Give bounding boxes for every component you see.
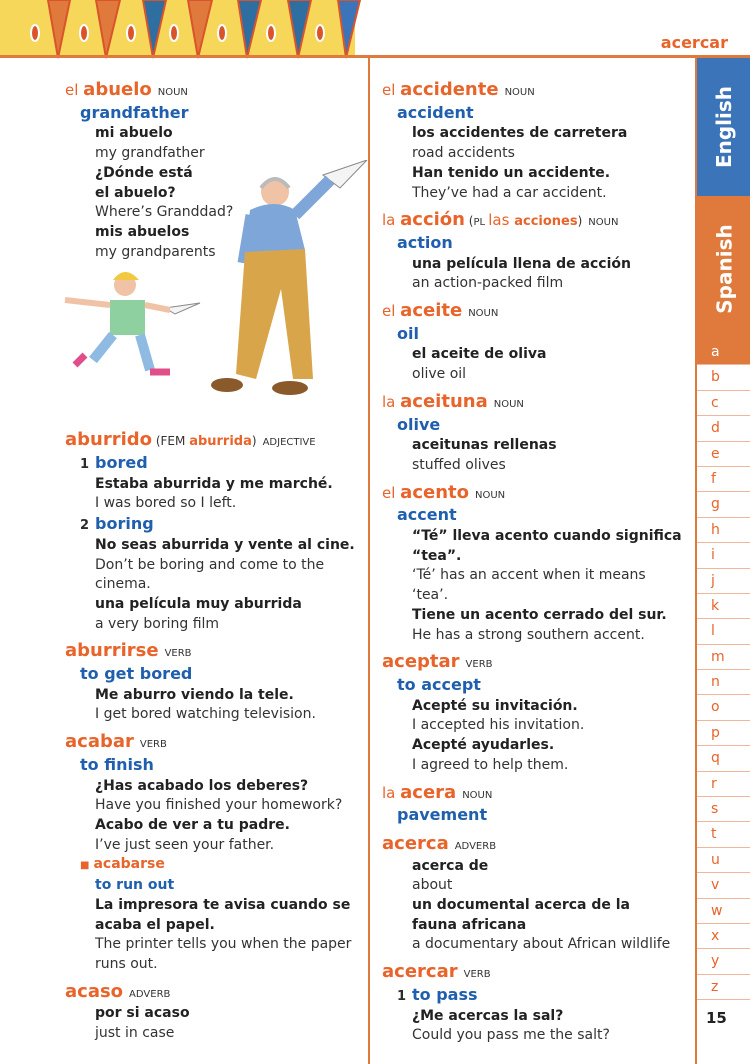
translation: to pass [412, 984, 478, 1004]
example-translation: Could you pass me the salt? [412, 1027, 610, 1044]
entry-line [65, 855, 365, 876]
example: La impresora te avisa cuando se [95, 896, 351, 913]
sub-headword: acabarse [93, 856, 165, 873]
example-translation: Have you finished your homework? [95, 797, 343, 814]
entry-line [382, 1026, 692, 1046]
entry-line [382, 606, 692, 626]
article: la [382, 211, 401, 230]
example: un documental acerca de la [412, 897, 630, 914]
entry-line [382, 896, 692, 916]
tab-spanish[interactable] [697, 196, 750, 341]
entry-line [65, 1004, 365, 1024]
entry-line [382, 80, 692, 103]
letter-tab-j[interactable]: j [697, 569, 750, 594]
entry-line [65, 664, 365, 686]
letter-tab-f[interactable]: f [697, 467, 750, 492]
letter-tab-h[interactable]: h [697, 518, 750, 543]
dictionary-entry [65, 430, 365, 634]
article: el [65, 81, 84, 99]
headword: aceite [400, 300, 463, 322]
headword: aceituna [400, 390, 488, 412]
part-of-speech: NOUN [474, 489, 506, 501]
example: ¿Me acercas la sal? [412, 1007, 564, 1024]
translation: action [397, 232, 453, 252]
example-translation: I agreed to help them. [412, 756, 569, 773]
tab-english[interactable] [697, 58, 750, 196]
sense-number: 2 [80, 518, 90, 534]
entry-line [382, 365, 692, 385]
part-of-speech: NOUN [504, 87, 535, 98]
left-column [65, 80, 365, 1051]
letter-tab-p[interactable]: p [697, 721, 750, 746]
dictionary-entry [382, 392, 692, 476]
part-of-speech: VERB [465, 659, 493, 671]
headword: aburrirse [65, 640, 159, 662]
letter-tab-s[interactable]: s [697, 797, 750, 822]
entry-line [65, 164, 365, 184]
dictionary-entry [65, 641, 365, 725]
example: ¿Has acabado los deberes? [95, 777, 309, 794]
entry-line [65, 615, 365, 635]
entry-line [65, 705, 365, 725]
entry-line [65, 80, 365, 103]
entry-line [65, 686, 365, 706]
part-of-speech: ADVERB [129, 988, 171, 1000]
example: Acabo de ver a tu padre. [95, 816, 290, 833]
headword: accidente [400, 79, 499, 100]
dictionary-entry [382, 301, 692, 385]
entry-line [382, 962, 692, 985]
entry-line [65, 796, 365, 816]
entry-line [65, 595, 365, 615]
dictionary-entry [65, 732, 365, 974]
part-of-speech: NOUN [462, 789, 493, 801]
entry-line [65, 836, 365, 856]
example: acaba el papel. [95, 916, 215, 933]
header-rule [0, 55, 750, 58]
entry-line [65, 103, 365, 125]
example: los accidentes de carretera [412, 125, 628, 142]
example: el abuelo? [95, 184, 176, 201]
part-of-speech: VERB [463, 969, 491, 981]
translation: boring [95, 514, 154, 534]
entry-line [65, 777, 365, 797]
tab-spanish-label: Spanish [712, 223, 737, 314]
entry-line [382, 566, 692, 586]
letter-tab-w[interactable]: w [697, 899, 750, 924]
example: No seas aburrida y vente al cine. [95, 536, 355, 553]
letter-tab-l[interactable]: l [697, 619, 750, 644]
dictionary-entry [65, 982, 365, 1044]
entry-line [382, 1007, 692, 1027]
letter-tab-o[interactable]: o [697, 695, 750, 720]
entry-line [65, 816, 365, 836]
entry-line [65, 144, 365, 164]
entry-line [65, 935, 365, 955]
entry-line [65, 575, 365, 595]
entry-line [382, 483, 692, 506]
translation: accident [397, 102, 474, 122]
bullet-icon: ■ [80, 860, 90, 872]
translation: oil [397, 323, 419, 343]
letter-tab-u[interactable]: u [697, 848, 750, 873]
dictionary-entry [382, 783, 692, 827]
sense-number: 1 [397, 988, 407, 1004]
plural-label: PL [473, 217, 489, 229]
example: Estaba aburrida y me marché. [95, 475, 333, 492]
part-of-speech: NOUN [157, 87, 188, 98]
example-translation: my grandfather [95, 145, 205, 162]
headword: acaso [65, 980, 124, 1002]
entry-line [382, 783, 692, 806]
entry-line [65, 556, 365, 576]
entry-line [382, 301, 692, 324]
letter-tab-k[interactable]: k [697, 594, 750, 619]
example-translation: just in case [95, 1025, 175, 1042]
entry-line [65, 732, 365, 755]
part-of-speech: ADJECTIVE [262, 437, 316, 449]
entry-line [382, 586, 692, 606]
entry-line [65, 1024, 365, 1044]
letter-tab-b[interactable]: b [697, 365, 750, 390]
example: Me aburro viendo la tele. [95, 686, 294, 703]
entry-line [65, 982, 365, 1005]
headword: acción [400, 209, 465, 231]
entry-line [65, 184, 365, 204]
entry-line [382, 456, 692, 476]
letter-tab-r[interactable]: r [697, 772, 750, 797]
entry-line [382, 547, 692, 567]
letter-index [697, 340, 750, 1000]
entry-line [65, 453, 365, 475]
dictionary-entry [382, 652, 692, 775]
letter-tab-c[interactable]: c [697, 391, 750, 416]
entry-line [65, 876, 365, 896]
example: ¿Dónde está [95, 164, 193, 181]
article: el [382, 302, 401, 321]
bunting-banner [0, 0, 750, 60]
dictionary-entry [382, 483, 692, 646]
example: Tiene un acento cerrado del sur. [412, 606, 667, 623]
headword: aburrido [65, 429, 153, 451]
part-of-speech: ADVERB [454, 840, 497, 852]
entry-line [65, 494, 365, 514]
example-translation: The printer tells you when the paper [95, 936, 352, 953]
example-translation: about [412, 877, 453, 894]
letter-tab-y[interactable]: y [697, 949, 750, 974]
example: fauna africana [412, 916, 527, 933]
headword: acabar [65, 731, 134, 753]
entry-line [382, 736, 692, 756]
part-of-speech: VERB [164, 648, 192, 660]
dictionary-entry [382, 962, 692, 1046]
article: la [382, 392, 401, 411]
example-translation: Where’s Granddad? [95, 204, 234, 221]
entry-line [382, 345, 692, 365]
example-translation: road accidents [412, 145, 515, 162]
letter-tab-a[interactable]: a [697, 340, 750, 365]
entry-line [65, 755, 365, 777]
letter-tab-m[interactable]: m [697, 645, 750, 670]
example-translation: stuffed olives [412, 456, 506, 473]
entry-line [382, 697, 692, 717]
entry-line [65, 203, 365, 223]
letter-tab-z[interactable]: z [697, 975, 750, 1000]
entry-line [382, 985, 692, 1007]
entry-line [65, 475, 365, 495]
example-translation: ‘tea’. [412, 587, 449, 604]
entry-line [382, 675, 692, 697]
example: acerca de [412, 857, 489, 874]
entry-line [382, 392, 692, 415]
entry-line [65, 514, 365, 536]
entry-line [382, 935, 692, 955]
article: el [382, 81, 401, 99]
entry-line [382, 164, 692, 184]
entry-line [382, 324, 692, 346]
example-translation: I was bored so I left. [95, 495, 237, 512]
part-of-speech: NOUN [493, 398, 524, 410]
letter-tab-v[interactable]: v [697, 873, 750, 898]
letter-tab-d[interactable]: d [697, 416, 750, 441]
entry-line [65, 430, 365, 453]
article: el [382, 483, 401, 502]
example-translation: I’ve just seen your father. [95, 836, 275, 853]
entry-line [65, 243, 365, 263]
entry-line [65, 536, 365, 556]
entry-line [65, 223, 365, 243]
headword: abuelo [83, 79, 152, 100]
part-of-speech: NOUN [468, 308, 499, 320]
entry-line [382, 255, 692, 275]
example-translation: He has a strong southern accent. [412, 626, 645, 643]
example-translation: olive oil [412, 366, 467, 383]
letter-tab-g[interactable]: g [697, 492, 750, 517]
entry-line [382, 274, 692, 294]
entry-line [382, 626, 692, 646]
sense-number: 1 [80, 457, 90, 473]
example-translation: I get bored watching television. [95, 706, 316, 723]
example: Acepté su invitación. [412, 697, 578, 714]
entry-line [65, 916, 365, 936]
letter-tab-q[interactable]: q [697, 746, 750, 771]
entry-line [382, 652, 692, 675]
index-sidebar [695, 58, 750, 1064]
grammar-note: (FEM [152, 434, 190, 449]
translation: accent [397, 505, 457, 525]
dictionary-entry [382, 80, 692, 203]
example-translation: my grandparents [95, 243, 216, 260]
entry-line [65, 124, 365, 144]
dictionary-entry [65, 80, 365, 262]
translation: pavement [397, 805, 488, 825]
letter-tab-t[interactable]: t [697, 822, 750, 847]
example-translation: runs out. [95, 955, 158, 972]
example: Acepté ayudarles. [412, 737, 555, 754]
example: mis abuelos [95, 223, 190, 240]
entry-line [382, 527, 692, 547]
entry-line [382, 916, 692, 936]
running-head: acercar [660, 33, 728, 52]
example: Han tenido un accidente. [412, 164, 611, 181]
translation: to get bored [80, 664, 193, 684]
entry-line [382, 103, 692, 125]
part-of-speech: NOUN [588, 217, 619, 229]
entry-line [382, 857, 692, 877]
entry-line [65, 955, 365, 975]
letter-tab-e[interactable]: e [697, 442, 750, 467]
example: una película llena de acción [412, 255, 631, 272]
headword: acerca [382, 832, 449, 854]
tab-english-label: English [712, 85, 737, 169]
letter-tab-x[interactable]: x [697, 924, 750, 949]
article: las [488, 211, 515, 230]
entry-line [382, 144, 692, 164]
headword: acento [400, 481, 469, 503]
grammar-note: ) [577, 214, 583, 229]
entry-line [65, 641, 365, 664]
example: “Té” lleva acento cuando significa [412, 528, 682, 545]
example-translation: ‘Té’ has an accent when it means [412, 567, 646, 584]
grammar-note: ( [464, 214, 474, 229]
example-translation: a very boring film [95, 615, 220, 632]
entry-line [382, 805, 692, 827]
entry-line [382, 834, 692, 857]
translation: bored [95, 453, 148, 473]
entry-line [382, 210, 692, 233]
entry-line [382, 716, 692, 736]
grammar-note: ) [251, 434, 257, 449]
letter-tab-n[interactable]: n [697, 670, 750, 695]
example: mi abuelo [95, 125, 173, 142]
entry-line [65, 896, 365, 916]
article: la [382, 783, 401, 802]
example: aceitunas rellenas [412, 437, 557, 454]
example-translation: Don’t be boring and come to the [95, 556, 325, 573]
example: el aceite de oliva [412, 346, 547, 363]
entry-line [382, 124, 692, 144]
dictionary-entry [382, 834, 692, 955]
entry-line [382, 436, 692, 456]
example-translation: I accepted his invitation. [412, 717, 585, 734]
headword: acera [400, 781, 457, 803]
entry-line [382, 756, 692, 776]
right-column [382, 80, 692, 1053]
headword: acercar [382, 961, 458, 983]
example: una película muy aburrida [95, 595, 302, 612]
example: “tea”. [412, 547, 462, 564]
entry-line [382, 505, 692, 527]
entry-line [382, 415, 692, 437]
translation: to accept [397, 674, 481, 694]
part-of-speech: VERB [139, 739, 167, 751]
translation: grandfather [80, 102, 189, 122]
example-translation: a documentary about African wildlife [412, 936, 671, 953]
entry-line [382, 876, 692, 896]
translation: olive [397, 414, 441, 434]
translation: to finish [80, 754, 154, 774]
example: por si acaso [95, 1005, 190, 1022]
inflected-form: aburrida [189, 434, 252, 450]
example-translation: They’ve had a car accident. [412, 184, 607, 201]
entry-line [382, 233, 692, 255]
letter-tab-i[interactable]: i [697, 543, 750, 568]
example-translation: an action-packed film [412, 275, 564, 292]
example-translation: cinema. [95, 576, 151, 593]
dictionary-entry [382, 210, 692, 294]
page-number: 15 [706, 1009, 727, 1027]
inflected-form: acciones [514, 214, 578, 230]
entry-line [382, 184, 692, 204]
headword: aceptar [382, 651, 460, 673]
sub-translation: to run out [95, 877, 175, 894]
